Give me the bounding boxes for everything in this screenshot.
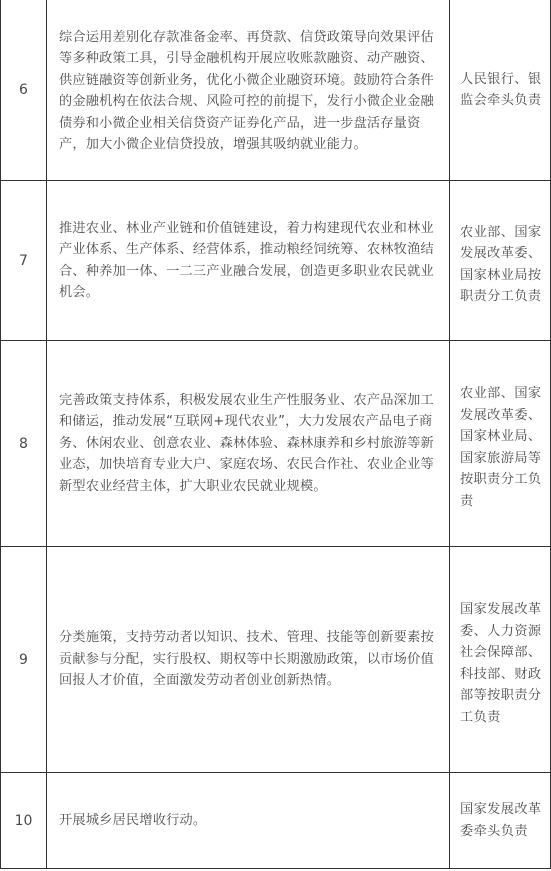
row-number: 7	[1, 181, 47, 341]
task-description	[47, 341, 450, 547]
task-description-text: 综合运用差别化存款准备金率、再贷款、信贷政策导向效果评估等多种政策工具，引导金融机构开展应收账款融资、动产融资、供应链融资等创新业务，优化小微企业融资环境。鼓励符合条件的金融机构在依法合规、风险可控的前提下，发行小微企业金融债券和小微企业相关信贷资产证券化产品，进一步盘活存量资产，加大小微企业信贷投放，增强其吸纳就业能力。	[59, 29, 434, 152]
row-number: 10	[1, 773, 47, 869]
table-row	[1, 341, 551, 547]
responsible-department-text: 国家发展改革委、人力资源社会保障部、科技部、财政部等按职责分工负责	[460, 602, 542, 725]
responsible-department	[450, 547, 551, 773]
responsible-department	[450, 181, 551, 341]
table-row	[1, 0, 551, 181]
task-description-text: 开展城乡居民增收行动。	[59, 812, 207, 828]
task-description	[47, 0, 450, 181]
task-description	[47, 773, 450, 869]
task-description	[47, 547, 450, 773]
task-description-text: 完善政策支持体系，积极发展农业生产性服务业、农产品深加工和储运，推动发展“互联网+现代农业”，大力发展农产品电子商务、休闲农业、创意农业、森林体验、森林康养和乡村旅游等新业态，加快培育专业大户、家庭农场、农民合作社、农业企业等新型农业经营主体，扩大职业农民就业规模。	[59, 392, 434, 494]
responsible-department-text: 国家发展改革委牵头负责	[460, 802, 542, 839]
responsible-department	[450, 341, 551, 547]
task-description	[47, 181, 450, 341]
row-number: 6	[1, 0, 47, 181]
task-description-text: 推进农业、林业产业链和价值链建设，着力构建现代农业和林业产业体系、生产体系、经营体系，推动粮经饲统筹、农林牧渔结合、种养加一体、一二三产业融合发展，创造更多职业农民就业机会。	[59, 220, 434, 300]
table-row	[1, 181, 551, 341]
task-description-text: 分类施策，支持劳动者以知识、技术、管理、技能等创新要素按贡献参与分配，实行股权、期权等中长期激励政策，以市场价值回报人才价值，全面激发劳动者创业创新热情。	[59, 630, 434, 689]
responsible-department-text: 农业部、国家发展改革委、国家林业局、国家旅游局等按职责分工负责	[460, 386, 542, 509]
responsible-department-text: 农业部、国家发展改革委、国家林业局按职责分工负责	[460, 224, 542, 304]
responsible-department	[450, 773, 551, 869]
row-number: 8	[1, 341, 47, 547]
table-row	[1, 773, 551, 869]
responsible-department-text: 人民银行、银监会牵头负责	[460, 71, 542, 108]
responsible-department	[450, 0, 551, 181]
table-row	[1, 547, 551, 773]
row-number: 9	[1, 547, 47, 773]
